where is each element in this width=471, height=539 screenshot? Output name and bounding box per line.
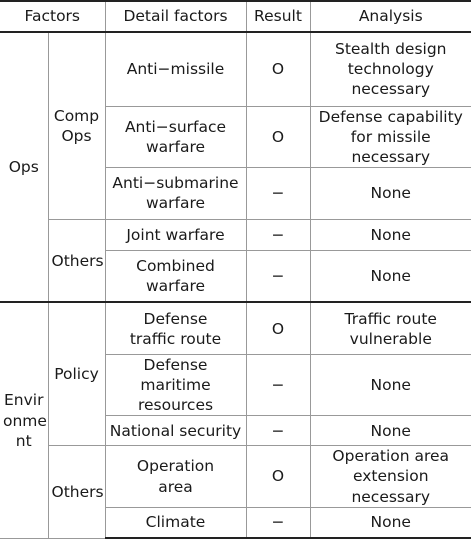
analysis-cell: Defense capability for missile necessary bbox=[310, 106, 471, 167]
group-label: Policy bbox=[48, 302, 105, 445]
header-factors: Factors bbox=[0, 1, 105, 32]
result-cell: − bbox=[246, 354, 310, 415]
detail-factor-cell: Defense traffic route bbox=[105, 302, 246, 354]
table-row bbox=[0, 302, 471, 354]
analysis-cell: None bbox=[310, 167, 471, 219]
result-cell: − bbox=[246, 416, 310, 446]
table-row bbox=[0, 446, 471, 507]
result-cell: − bbox=[246, 250, 310, 302]
detail-factor-cell: Anti−submarine warfare bbox=[105, 167, 246, 219]
section-label: Envir onme nt bbox=[0, 302, 48, 538]
detail-factor-cell: National security bbox=[105, 416, 246, 446]
result-cell: O bbox=[246, 106, 310, 167]
detail-factor-cell: Operation area bbox=[105, 446, 246, 507]
detail-factor-cell: Climate bbox=[105, 507, 246, 538]
analysis-cell: None bbox=[310, 354, 471, 415]
detail-factor-cell: Combined warfare bbox=[105, 250, 246, 302]
header-row bbox=[0, 1, 471, 32]
header-result: Result bbox=[246, 1, 310, 32]
analysis-cell: None bbox=[310, 219, 471, 250]
result-cell: O bbox=[246, 302, 310, 354]
result-cell: O bbox=[246, 32, 310, 106]
table-row bbox=[0, 32, 471, 106]
header-detail-factors: Detail factors bbox=[105, 1, 246, 32]
detail-factor-cell: Anti−surface warfare bbox=[105, 106, 246, 167]
detail-factor-cell: Anti−missile bbox=[105, 32, 246, 106]
analysis-cell: None bbox=[310, 416, 471, 446]
result-cell: − bbox=[246, 507, 310, 538]
result-cell: O bbox=[246, 446, 310, 507]
analysis-cell: None bbox=[310, 250, 471, 302]
detail-factor-cell: Defense maritime resources bbox=[105, 354, 246, 415]
result-cell: − bbox=[246, 219, 310, 250]
analysis-cell: None bbox=[310, 507, 471, 538]
result-cell: − bbox=[246, 167, 310, 219]
group-label: Others bbox=[48, 219, 105, 302]
section-label: Ops bbox=[0, 32, 48, 302]
analysis-cell: Traffic route vulnerable bbox=[310, 302, 471, 354]
detail-factor-cell: Joint warfare bbox=[105, 219, 246, 250]
header-analysis: Analysis bbox=[310, 1, 471, 32]
analysis-cell: Operation area extension necessary bbox=[310, 446, 471, 507]
table-row bbox=[0, 219, 471, 250]
group-label: Others bbox=[48, 446, 105, 538]
group-label: Comp Ops bbox=[48, 32, 105, 219]
analysis-cell: Stealth design technology necessary bbox=[310, 32, 471, 106]
